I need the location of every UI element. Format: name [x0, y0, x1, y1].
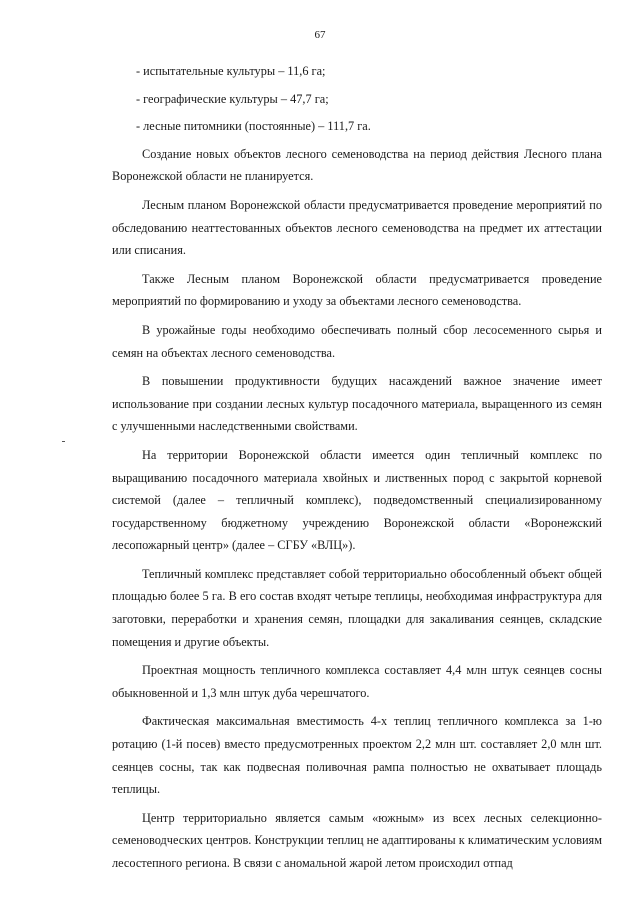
body-text: [112, 60, 602, 875]
scan-speck: [62, 441, 65, 442]
list-item: - географические культуры – 47,7 га;: [136, 91, 329, 106]
paragraph: Проектная мощность тепличного комплекса составляет 4,4 млн штук сеянцев сосны обыкновенной и 1,3 млн штук дуба черешчатого.: [112, 663, 602, 700]
list-item: - лесные питомники (постоянные) – 111,7 га.: [136, 119, 371, 134]
paragraph: Фактическая максимальная вместимость 4-х теплиц тепличного комплекса за 1-ю ротацию (1-й посев) вместо предусмотренных проектом 2,2 млн шт. составляет 2,0 млн шт. сеянцев сосны, так как подвесная поливочная рампа полностью не охватывает площадь теплицы.: [112, 714, 602, 797]
paragraph: В урожайные годы необходимо обеспечивать полный сбор лесосеменного сырья и семян на объектах лесного семеноводства.: [112, 322, 602, 360]
paragraph: Лесным планом Воронежской области предусматривается проведение мероприятий по обследованию неаттестованных объектов лесного семеноводства на предмет их аттестации или списания.: [112, 197, 602, 258]
list-item: - испытательные культуры – 11,6 га;: [136, 64, 326, 78]
paragraph: Тепличный комплекс представляет собой территориально обособленный объект общей площадью более 5 га. В его состав входят четыре теплицы, необходимая инфраструктура для заготовки, переработки и хранения семян, площадки для закаливания сеянцев, складские помещения и другие объекты.: [112, 566, 602, 649]
paragraph: Центр территориально является самым «южным» из всех лесных селекционно-семеноводческих центров. Конструкции теплиц не адаптированы к климатическим условиям лесостепного региона. В связи с аномальной жарой летом происходил отпад: [112, 810, 602, 870]
paragraph: В повышении продуктивности будущих насаждений важное значение имеет использование при создании лесных культур посадочного материала, выращенного из семян с улучшенными наследственными свойствами.: [112, 374, 602, 434]
paragraph: Создание новых объектов лесного семеноводства на период действия Лесного плана Воронежской области не планируется.: [112, 146, 602, 184]
paragraph: На территории Воронежской области имеется один тепличный комплекс по выращиванию посадочного материала хвойных и лиственных пород с закрытой корневой системой (далее – тепличный комплекс), подведомственный специализированному государственному бюджетному учреждению Воронежской области «Воронежский лесопожарный центр» (далее – СГБУ «ВЛЦ»).: [112, 447, 602, 553]
page-number: 67: [314, 29, 326, 41]
paragraph: Также Лесным планом Воронежской области предусматривается проведение мероприятий по формированию и уходу за объектами лесного семеноводства.: [112, 271, 602, 309]
